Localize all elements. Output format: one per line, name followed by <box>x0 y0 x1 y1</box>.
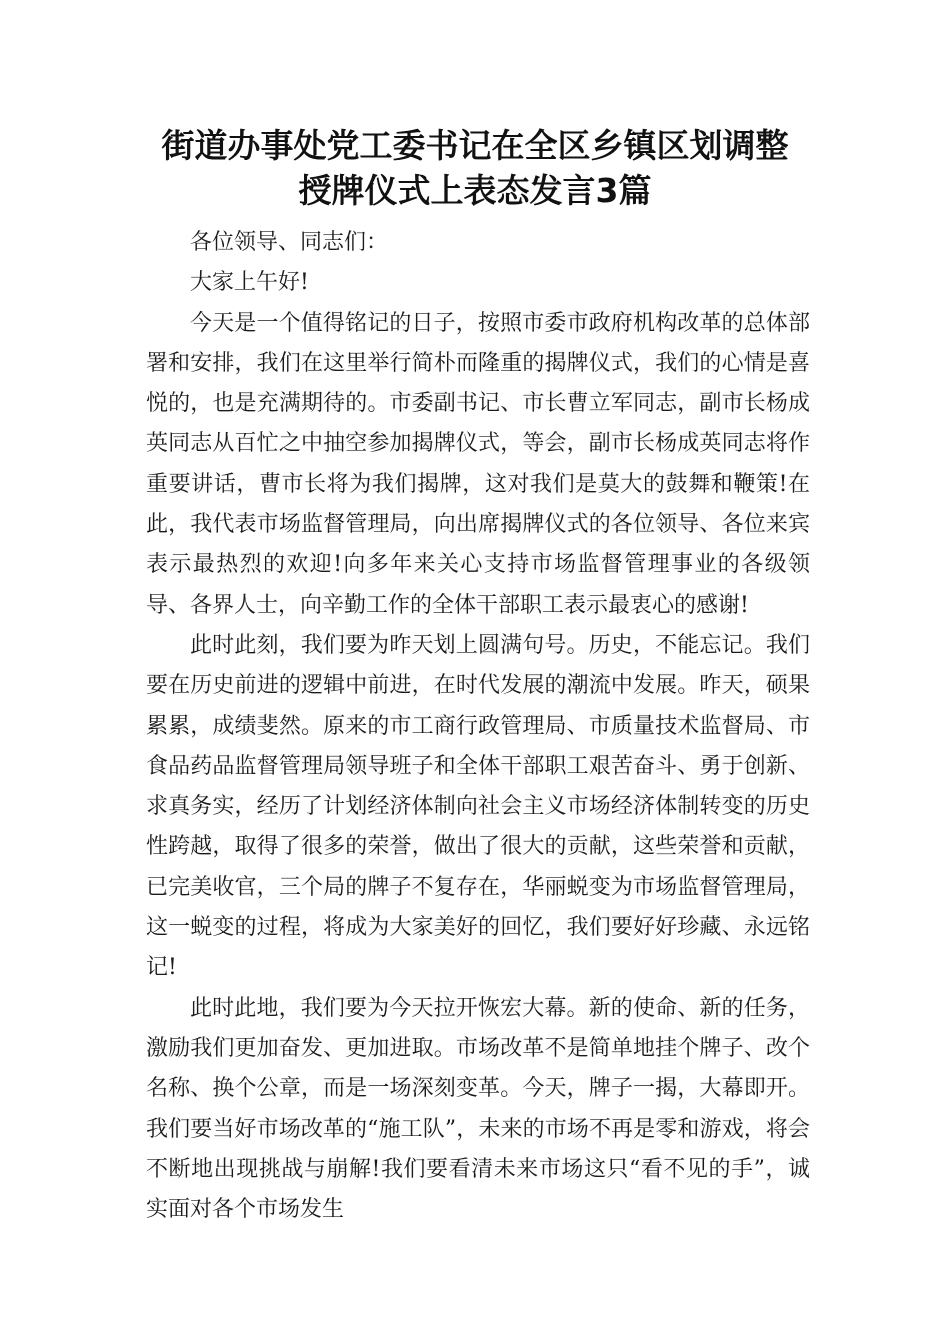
document-body <box>146 223 810 1230</box>
body-paragraph: 今天是一个值得铭记的日子，按照市委市政府机构改革的总体部署和安排，我们在这里举行简朴而隆重的揭牌仪式，我们的心情是喜悦的，也是充满期待的。市委副书记、市长曹立军同志，副市长杨成英同志从百忙之中抽空参加揭牌仪式，等会，副市长杨成英同志将作重要讲话，曹市长将为我们揭牌，这对我们是莫大的鼓舞和鞭策!在此，我代表市场监督管理局，向出席揭牌仪式的各位领导、各位来宾表示最热烈的欢迎!向多年来关心支持市场监督管理事业的各级领导、各界人士，向辛勤工作的全体干部职工表示最衷心的感谢! <box>146 310 810 618</box>
body-paragraph: 此时此地，我们要为今天拉开恢宏大幕。新的使命、新的任务，激励我们更加奋发、更加进取。市场改革不是简单地挂个牌子、改个名称、换个公章，而是一场深刻变革。今天，牌子一揭，大幕即开。我们要当好市场改革的“施工队”，未来的市场不再是零和游戏，将会不断地出现挑战与崩解!我们要看清未来市场这只“看不见的手”，诚实面对各个市场发生 <box>146 995 810 1223</box>
greeting: 大家上午好! <box>190 270 309 296</box>
document-title-line-1: 街道办事处党工委书记在全区乡镇区划调整 <box>161 126 789 165</box>
salutation: 各位领导、同志们： <box>190 230 389 255</box>
document-title-line-2: 授牌仪式上表态发言3篇 <box>298 171 652 210</box>
body-paragraph: 此时此刻，我们要为昨天划上圆满句号。历史，不能忘记。我们要在历史前进的逻辑中前进，在时代发展的潮流中发展。昨天，硕果累累，成绩斐然。原来的市工商行政管理局、市质量技术监督局、市食品药品监督管理局领导班子和全体干部职工艰苦奋斗、勇于创新、求真务实，经历了计划经济体制向社会主义市场经济体制转变的历史性跨越，取得了很多的荣誉，做出了很大的贡献，这些荣誉和贡献，已完美收官，三个局的牌子不复存在，华丽蜕变为市场监督管理局，这一蜕变的过程，将成为大家美好的回忆，我们要好好珍藏、永远铭记! <box>146 632 810 981</box>
